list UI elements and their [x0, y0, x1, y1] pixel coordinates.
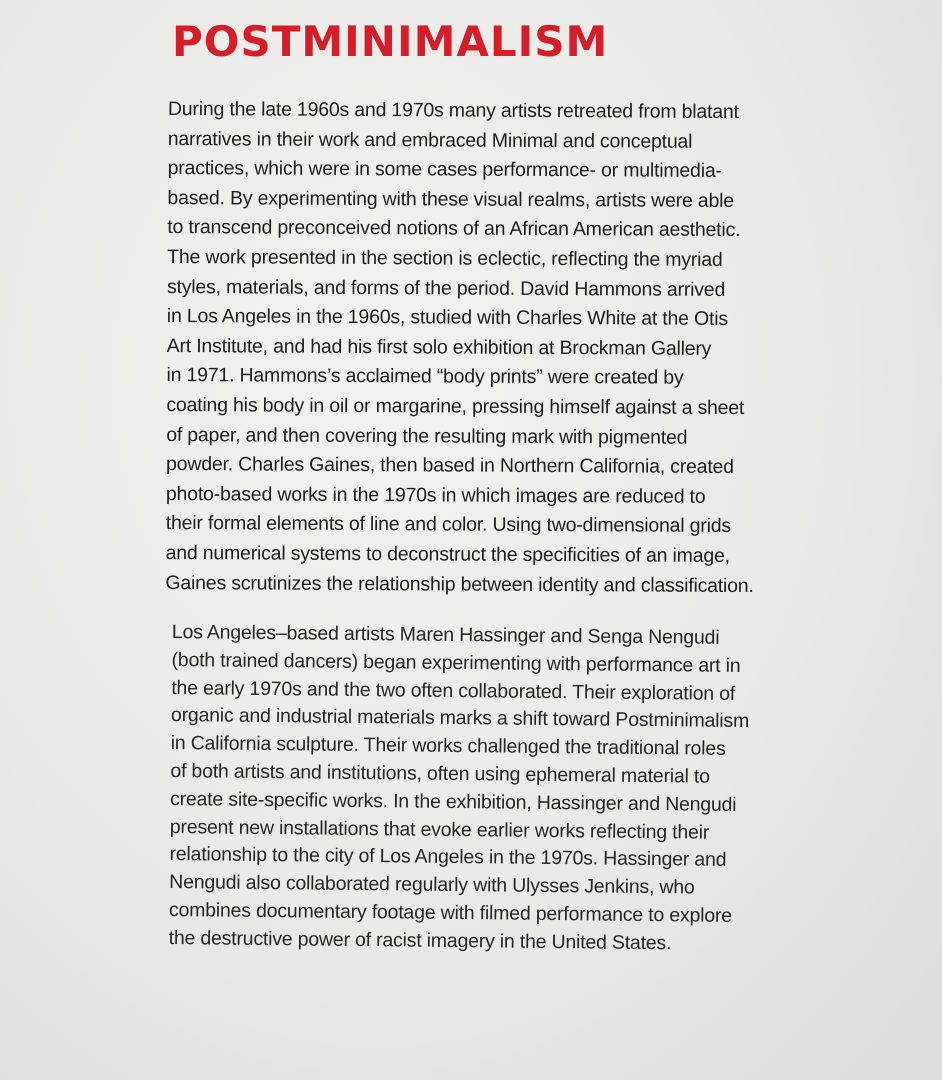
text-line: relationship to the city of Los Angeles in the 1970s. Hassinger and — [169, 843, 727, 872]
text-line: (both trained dancers) began experimenting with performance art in — [171, 648, 741, 677]
text-line: create site-specific works. In the exhibition, Hassinger and Nengudi — [170, 787, 737, 816]
text-line: of paper, and then covering the resulting mark with pigmented — [166, 423, 688, 449]
text-line: in California sculpture. Their works challenged the traditional roles — [170, 732, 726, 760]
text-line: the early 1970s and the two often collaborated. Their exploration of — [171, 676, 736, 705]
text-line: During the late 1960s and 1970s many artists retreated from blatant — [167, 97, 739, 123]
text-line: The work presented in the section is eclectic, reflecting the myriad — [167, 245, 723, 271]
text-line: their formal elements of line and color. Using two-dimensional grids — [165, 512, 731, 538]
text-line: styles, materials, and forms of the period. David Hammons arrived — [166, 275, 726, 301]
text-line: Gaines scrutinizes the relationship between identity and classification. — [165, 571, 754, 597]
text-line: powder. Charles Gaines, then based in Northern California, created — [166, 453, 734, 479]
page-title: POSTMINIMALISM — [172, 17, 609, 66]
text-line: Nengudi also collaborated regularly with Ulysses Jenkins, who — [169, 871, 695, 899]
text-line: photo-based works in the 1970s in which images are reduced to — [165, 482, 706, 508]
paragraph-2 — [169, 619, 751, 959]
text-line: Art Institute, and had his first solo exhibition at Brockman Gallery — [166, 334, 712, 360]
text-line: organic and industrial materials marks a shift toward Postminimalism — [170, 704, 750, 733]
text-line: Los Angeles–based artists Maren Hassinger and Senga Nengudi — [171, 620, 720, 649]
text-line: to transcend preconceived notions of an African American aesthetic. — [167, 216, 741, 242]
text-line: practices, which were in some cases performance- or multimedia- — [167, 157, 722, 183]
text-line: of both artists and institutions, often using ephemeral material to — [170, 759, 710, 788]
text-line: present new installations that evoke earlier works reflecting their — [169, 815, 710, 844]
text-line: based. By experimenting with these visual realms, artists were able — [167, 186, 734, 212]
text-line: narratives in their work and embraced Minimal and conceptual — [167, 127, 693, 153]
text-line: the destructive power of racist imagery in the United States. — [168, 926, 672, 955]
text-line: in Los Angeles in the 1960s, studied with Charles White at the Otis — [166, 305, 728, 331]
text-line: coating his body in oil or margarine, pressing himself against a sheet — [166, 393, 745, 419]
text-line: in 1971. Hammons’s acclaimed “body prints” were created by — [166, 364, 684, 390]
text-line: and numerical systems to deconstruct the specificities of an image, — [165, 541, 730, 567]
paragraph-1 — [165, 95, 756, 601]
text-line: combines documentary footage with filmed performance to explore — [168, 898, 732, 927]
